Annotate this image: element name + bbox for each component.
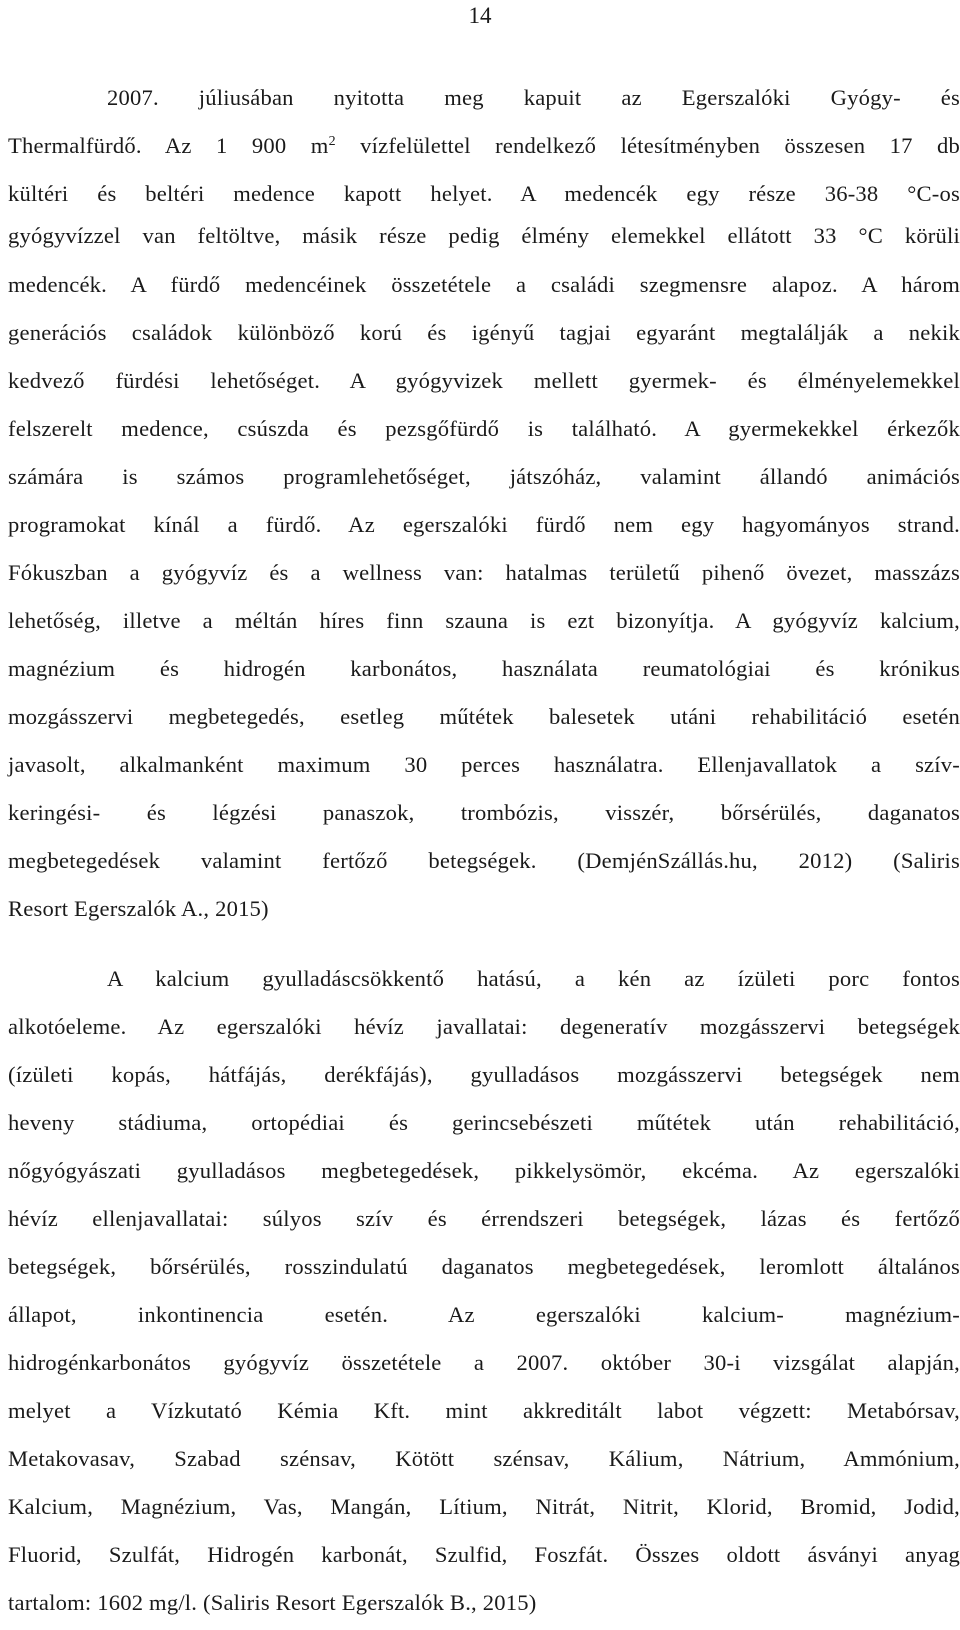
text-line: alkotóeleme. Az egerszalóki hévíz javallatai: degeneratív mozgásszervi betegségek — [8, 1014, 960, 1039]
text-line: betegségek, bőrsérülés, rosszindulatú daganatos megbetegedések, leromlott általános — [8, 1254, 960, 1279]
text-line: generációs családok különböző korú és igényű tagjai egyaránt megtalálják a nekik — [8, 320, 960, 345]
text-line: heveny stádiuma, ortopédiai és gerincsebészeti műtétek után rehabilitáció, — [8, 1110, 960, 1135]
text-line: programokat kínál a fürdő. Az egerszalóki fürdő nem egy hagyományos strand. — [8, 512, 960, 537]
text-line: mozgásszervi megbetegedés, esetleg műtétek balesetek utáni rehabilitáció esetén — [8, 704, 960, 729]
text-line: nőgyógyászati gyulladásos megbetegedések, pikkelysömör, ekcéma. Az egerszalóki — [8, 1158, 960, 1183]
text-line: magnézium és hidrogén karbonátos, használata reumatológiai és krónikus — [8, 656, 960, 681]
text-line: Resort Egerszalók A., 2015) — [8, 896, 269, 921]
text-line: állapot, inkontinencia esetén. Az egerszalóki kalcium- magnézium- — [8, 1302, 960, 1327]
text-line: (ízületi kopás, hátfájás, derékfájás), gyulladásos mozgásszervi betegségek nem — [8, 1062, 960, 1087]
text-line — [8, 131, 960, 161]
text-fragment: Thermalfürdő. Az 1 900 m — [8, 133, 329, 158]
text-line: felszerelt medence, csúszda és pezsgőfürdő is található. A gyermekekkel érkezők — [8, 416, 960, 441]
text-line: melyet a Vízkutató Kémia Kft. mint akkreditált labot végzett: Metabórsav, — [8, 1398, 960, 1423]
text-line: hidrogénkarbonátos gyógyvíz összetétele a 2007. október 30-i vizsgálat alapján, — [8, 1350, 960, 1375]
text-line: lehetőség, illetve a méltán híres finn szauna is ezt bizonyítja. A gyógyvíz kalcium, — [8, 608, 960, 633]
text-line: kültéri és beltéri medence kapott helyet. A medencék egy része 36-38 °C-os — [8, 181, 960, 206]
text-line: keringési- és légzési panaszok, trombózis, visszér, bőrsérülés, daganatos — [8, 800, 960, 825]
text-line: hévíz ellenjavallatai: súlyos szív és érrendszeri betegségek, lázas és fertőző — [8, 1206, 960, 1231]
text-line: Fluorid, Szulfát, Hidrogén karbonát, Szulfid, Foszfát. Összes oldott ásványi anyag — [8, 1542, 960, 1567]
text-line: medencék. A fürdő medencéinek összetétele a családi szegmensre alapoz. A három — [8, 272, 960, 297]
text-line: számára is számos programlehetőséget, játszóház, valamint állandó animációs — [8, 464, 960, 489]
text-line: A kalcium gyulladáscsökkentő hatású, a kén az ízületi porc fontos — [107, 966, 960, 991]
text-line: Kalcium, Magnézium, Vas, Mangán, Lítium, Nitrát, Nitrit, Klorid, Bromid, Jodid, — [8, 1494, 960, 1519]
text-line: 2007. júliusában nyitotta meg kapuit az Egerszalóki Gyógy- és — [107, 85, 960, 110]
text-line: kedvező fürdési lehetőséget. A gyógyvizek mellett gyermek- és élményelemekkel — [8, 368, 960, 393]
text-fragment: vízfelülettel rendelkező létesítményben összesen 17 db — [335, 133, 960, 158]
superscript: 2 — [328, 134, 336, 149]
text-line: tartalom: 1602 mg/l. (Saliris Resort Egerszalók B., 2015) — [8, 1590, 537, 1615]
text-line: gyógyvízzel van feltöltve, másik része pedig élmény elemekkel ellátott 33 °C körüli — [8, 223, 960, 248]
text-line: Metakovasav, Szabad szénsav, Kötött szénsav, Kálium, Nátrium, Ammónium, — [8, 1446, 960, 1471]
text-line: javasolt, alkalmanként maximum 30 perces használatra. Ellenjavallatok a szív- — [8, 752, 960, 777]
text-line: megbetegedések valamint fertőző betegségek. (DemjénSzállás.hu, 2012) (Saliris — [8, 848, 960, 873]
text-line: Fókuszban a gyógyvíz és a wellness van: hatalmas területű pihenő övezet, masszázs — [8, 560, 960, 585]
page-number: 14 — [468, 3, 492, 28]
